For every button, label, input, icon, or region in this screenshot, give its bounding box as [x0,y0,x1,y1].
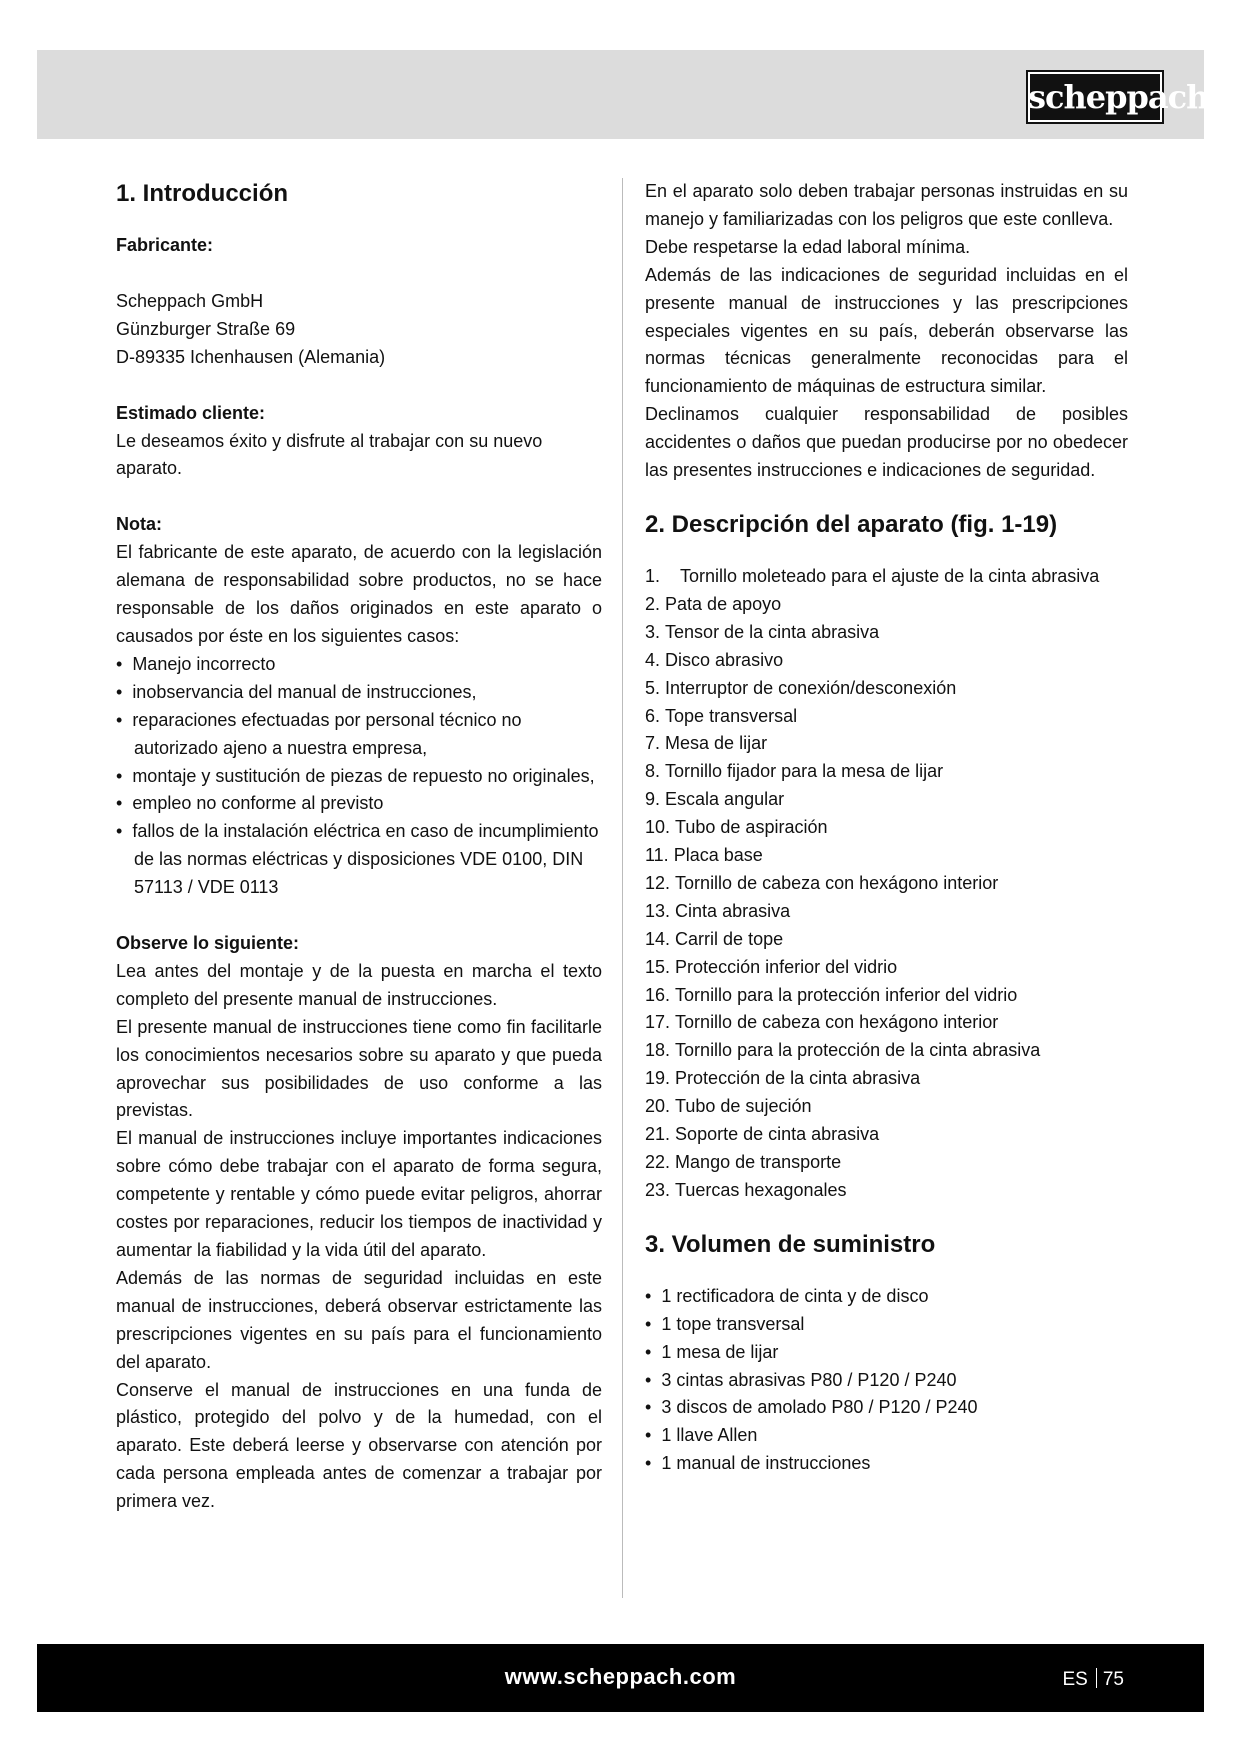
list-item: 16. Tornillo para la protección inferior del vidrio [645,984,1018,1005]
list-item: • inobservancia del manual de instrucciones, [116,681,477,702]
list-item: 5. Interruptor de conexión/desconexión [645,677,957,698]
list-item: • Manejo incorrecto [116,653,276,674]
section-3-title: 3. Volumen de suministro [645,1230,936,1258]
observe-paragraph: Además de las normas de seguridad incluidas en este manual de instrucciones, deberá observar estrictamente las prescripciones vigentes en su país para el funcionamiento del aparato. [116,1267,602,1372]
list-item: • 3 discos de amolado P80 / P120 / P240 [645,1397,978,1418]
list-item: • 1 mesa de lijar [645,1341,779,1362]
list-item: 23. Tuercas hexagonales [645,1179,847,1200]
observe-paragraph: El manual de instrucciones incluye importantes indicaciones sobre cómo debe trabajar con el aparato de forma segura, competente y rentable y cómo puede evitar peligros, ahorrar costes por reparaciones, reducir los tiempos de inactividad y aumentar la fiabilidad y la vida útil del aparato. [116,1128,602,1260]
list-item: • 1 rectificadora de cinta y de disco [645,1285,929,1306]
list-item: 12. Tornillo de cabeza con hexágono interior [645,872,999,893]
list-item: 6. Tope transversal [645,705,798,726]
list-item: 17. Tornillo de cabeza con hexágono interior [645,1012,999,1033]
list-item: 8. Tornillo fijador para la mesa de lijar [645,761,944,782]
section-1-title: 1. Introducción [116,180,289,207]
list-item: • 1 llave Allen [645,1425,758,1446]
observe-paragraph: Conserve el manual de instrucciones en una funda de plástico, protegido del polvo y de la humedad, con el aparato. Este deberá leerse y observarse con atención por cada persona empleada antes de comenzar a trabajar por primera vez. [116,1379,602,1512]
observe-paragraph: Lea antes del montaje y de la puesta en marcha el texto completo del presente manual de instrucciones. [116,960,602,1009]
note-text: El fabricante de este aparato, de acuerdo con la legislación alemana de responsabilidad sobre productos, no se hace responsable de los daños originados en este aparato o causados por éste en los siguientes casos: [116,542,602,646]
dear-customer-label: Estimado cliente: [116,402,266,423]
column-divider [622,178,623,1598]
list-item: 18. Tornillo para la protección de la cinta abrasiva [645,1040,1041,1061]
list-item: • reparaciones efectuadas por personal técnico no autorizado ajeno a nuestra empresa, [116,709,522,758]
list-item: • 1 tope transversal [645,1313,805,1334]
list-item: • montaje y sustitución de piezas de repuesto no originales, [116,765,595,786]
intro-paragraph: Debe respetarse la edad laboral mínima. [645,236,971,257]
list-item: 15. Protección inferior del vidrio [645,956,898,977]
scheppach-logo: scheppach [1026,70,1164,124]
page-indicator [1063,1668,1125,1691]
list-item: • empleo no conforme al previsto [116,793,384,814]
right-column [645,178,1128,1478]
note-label: Nota: [116,514,162,535]
list-item: 7. Mesa de lijar [645,733,768,754]
intro-paragraph: En el aparato solo deben trabajar personas instruidas en su manejo y familiarizadas con los peligros que este conlleva. [645,181,1128,229]
footer-band [37,1644,1204,1712]
list-item: 20. Tubo de sujeción [645,1096,812,1117]
website-link[interactable]: www.scheppach.com [504,1664,737,1689]
parts-list [645,563,1128,1205]
list-item: 22. Mango de transporte [645,1152,842,1172]
observe-paragraph: El presente manual de instrucciones tiene como fin facilitarle los conocimientos necesarios sobre su aparato y que pueda aprovechar sus posibilidades de uso conforme a las previstas. [116,1016,602,1121]
list-item: • fallos de la instalación eléctrica en caso de incumplimiento de las normas eléctricas y disposiciones VDE 0100, DIN 57113 / VDE 0113 [116,821,599,898]
list-item: 19. Protección de la cinta abrasiva [645,1068,921,1089]
section-2-title: 2. Descripción del aparato (fig. 1-19) [645,510,1058,538]
list-item: • 3 cintas abrasivas P80 / P120 / P240 [645,1369,957,1390]
list-item: 13. Cinta abrasiva [645,900,791,921]
dear-customer-text: Le deseamos éxito y disfrute al trabajar con su nuevo aparato. [116,430,543,479]
manufacturer-label: Fabricante: [116,235,214,255]
language-code: ES [1062,1669,1088,1690]
left-column [116,178,602,1516]
page-number: 75 [1102,1669,1124,1690]
address-line: Günzburger Straße 69 [116,318,296,339]
address-line: D-89335 Ichenhausen (Alemania) [116,346,386,367]
list-item: 11. Placa base [645,845,763,866]
list-item: 9. Escala angular [645,789,785,810]
list-item: 14. Carril de tope [645,928,784,949]
list-item: 21. Soporte de cinta abrasiva [645,1124,880,1145]
header-band [37,50,1209,139]
intro-paragraph: Declinamos cualquier responsabilidad de posibles accidentes o daños que puedan producirse por no obedecer las presentes instrucciones e indicaciones de seguridad. [645,404,1128,481]
intro-paragraph: Además de las indicaciones de seguridad incluidas en el presente manual de instrucciones y las prescripciones especiales vigentes en su país, deberán observarse las normas técnicas generalmente reconocidas para el funcionamiento de máquinas de estructura similar. [645,264,1128,397]
list-item: • 1 manual de instrucciones [645,1453,871,1474]
list-item: 1. Tornillo moleteado para el ajuste de la cinta abrasiva [645,565,1100,586]
list-item: 2. Pata de apoyo [645,593,782,614]
observe-label: Observe lo siguiente: [116,933,300,954]
supply-list [645,1283,1128,1478]
list-item: 10. Tubo de aspiración [645,817,828,838]
list-item: 3. Tensor de la cinta abrasiva [645,621,880,642]
list-item: 4. Disco abrasivo [645,649,784,670]
note-bullet-list [116,651,602,902]
address-line: Scheppach GmbH [116,290,264,311]
